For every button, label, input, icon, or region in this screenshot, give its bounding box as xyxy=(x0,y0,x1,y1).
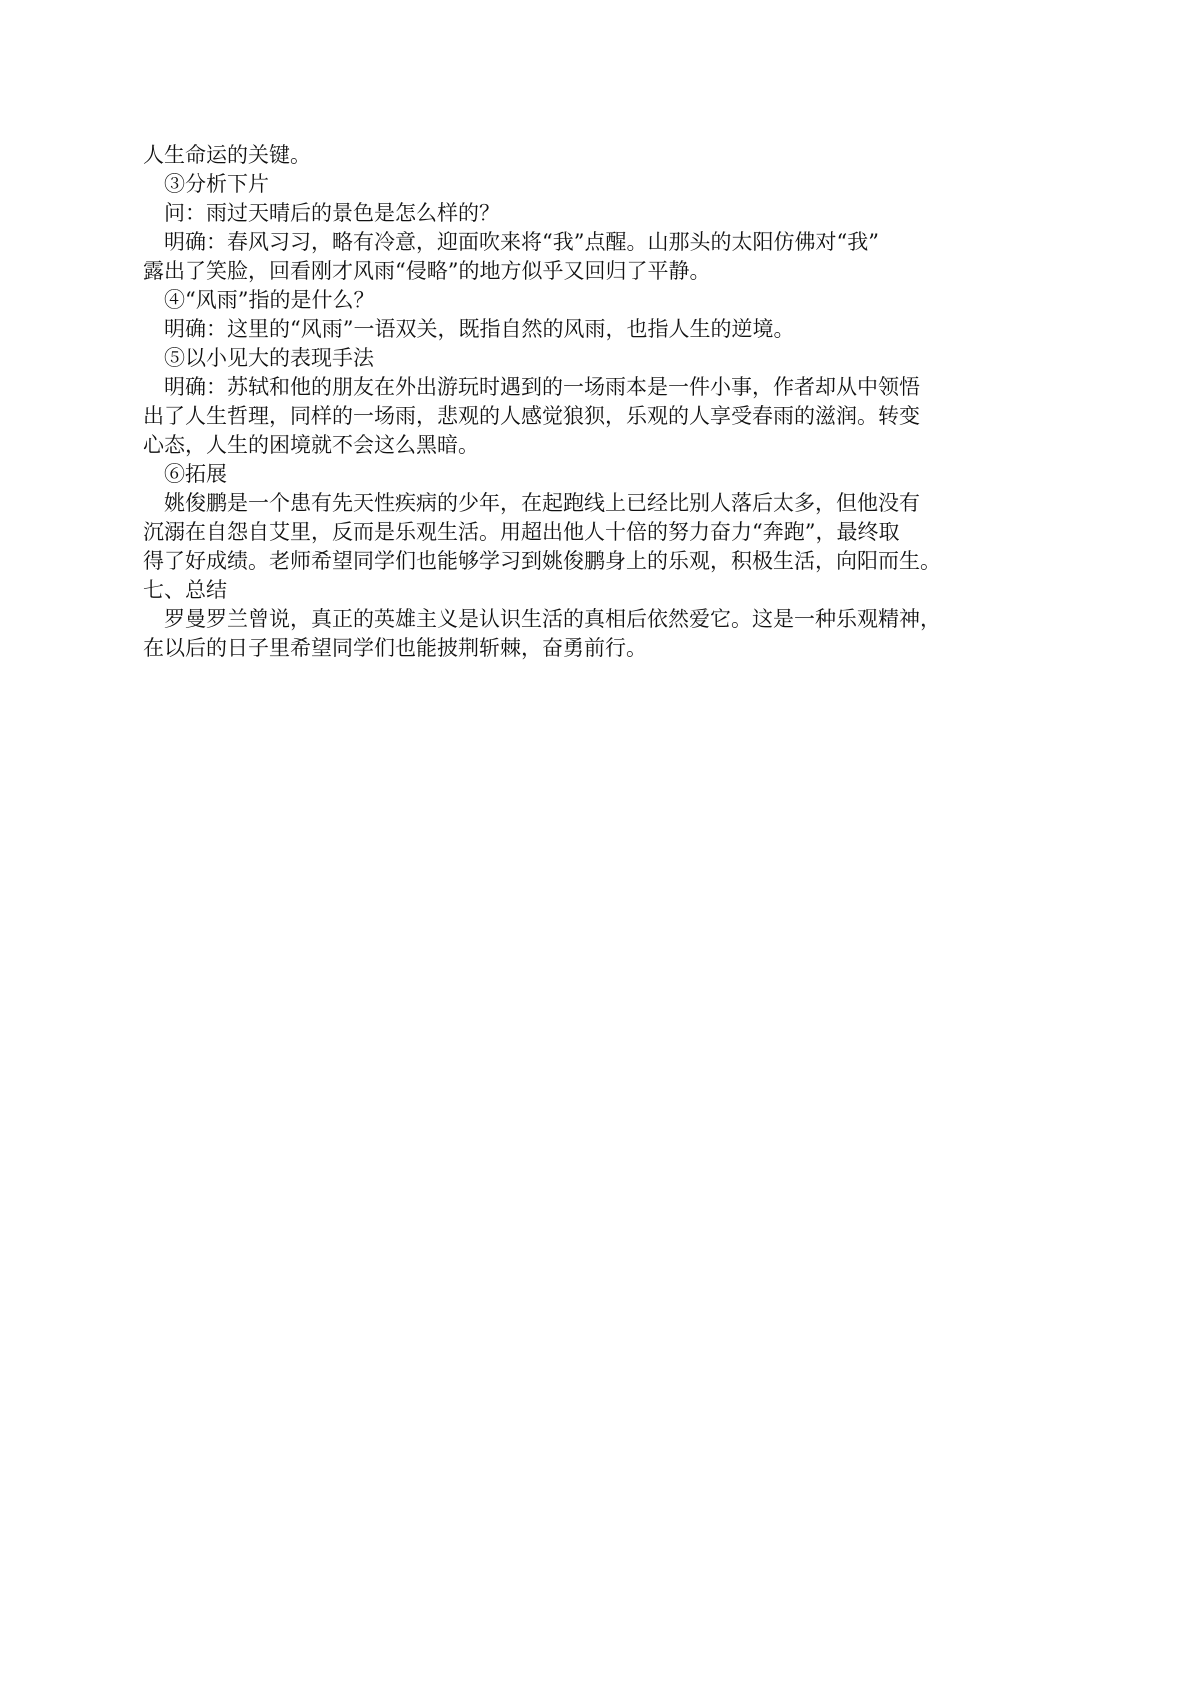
answer-line: 明确：春风习习，略有冷意，迎面吹来将“我”点醒。山那头的太阳仿佛对“我” xyxy=(164,230,879,254)
answer-line: 明确：苏轼和他的朋友在外出游玩时遇到的一场雨本是一件小事，作者却从中领悟 xyxy=(164,375,920,399)
text-line: 沉溺在自怨自艾里，反而是乐观生活。用超出他人十倍的努力奋力“奔跑”，最终取 xyxy=(143,520,900,544)
text-line: 露出了笑脸，回看刚才风雨“侵略”的地方似乎又回归了平静。 xyxy=(143,259,711,283)
text-line: 在以后的日子里希望同学们也能披荆斩棘，奋勇前行。 xyxy=(143,636,647,660)
question-line: 问：雨过天晴后的景色是怎么样的？ xyxy=(164,201,500,225)
document-body xyxy=(143,141,1063,663)
answer-line: 明确：这里的“风雨”一语双关，既指自然的风雨，也指人生的逆境。 xyxy=(164,317,795,341)
section-heading: ③分析下片 xyxy=(164,172,269,196)
section-heading: ⑤以小见大的表现手法 xyxy=(164,346,374,370)
section-heading: ⑥拓展 xyxy=(164,462,227,486)
text-line: 心态，人生的困境就不会这么黑暗。 xyxy=(143,433,479,457)
chapter-heading: 七、总结 xyxy=(143,578,227,602)
text-line: 得了好成绩。老师希望同学们也能够学习到姚俊鹏身上的乐观，积极生活，向阳而生。 xyxy=(143,549,941,573)
section-heading: ④“风雨”指的是什么？ xyxy=(164,288,375,312)
text-line: 出了人生哲理，同样的一场雨，悲观的人感觉狼狈，乐观的人享受春雨的滋润。转变 xyxy=(143,404,920,428)
text-line: 人生命运的关键。 xyxy=(143,143,311,167)
paragraph-line: 罗曼罗兰曾说，真正的英雄主义是认识生活的真相后依然爱它。这是一种乐观精神， xyxy=(164,607,941,631)
paragraph-line: 姚俊鹏是一个患有先天性疾病的少年，在起跑线上已经比别人落后太多，但他没有 xyxy=(164,491,920,515)
